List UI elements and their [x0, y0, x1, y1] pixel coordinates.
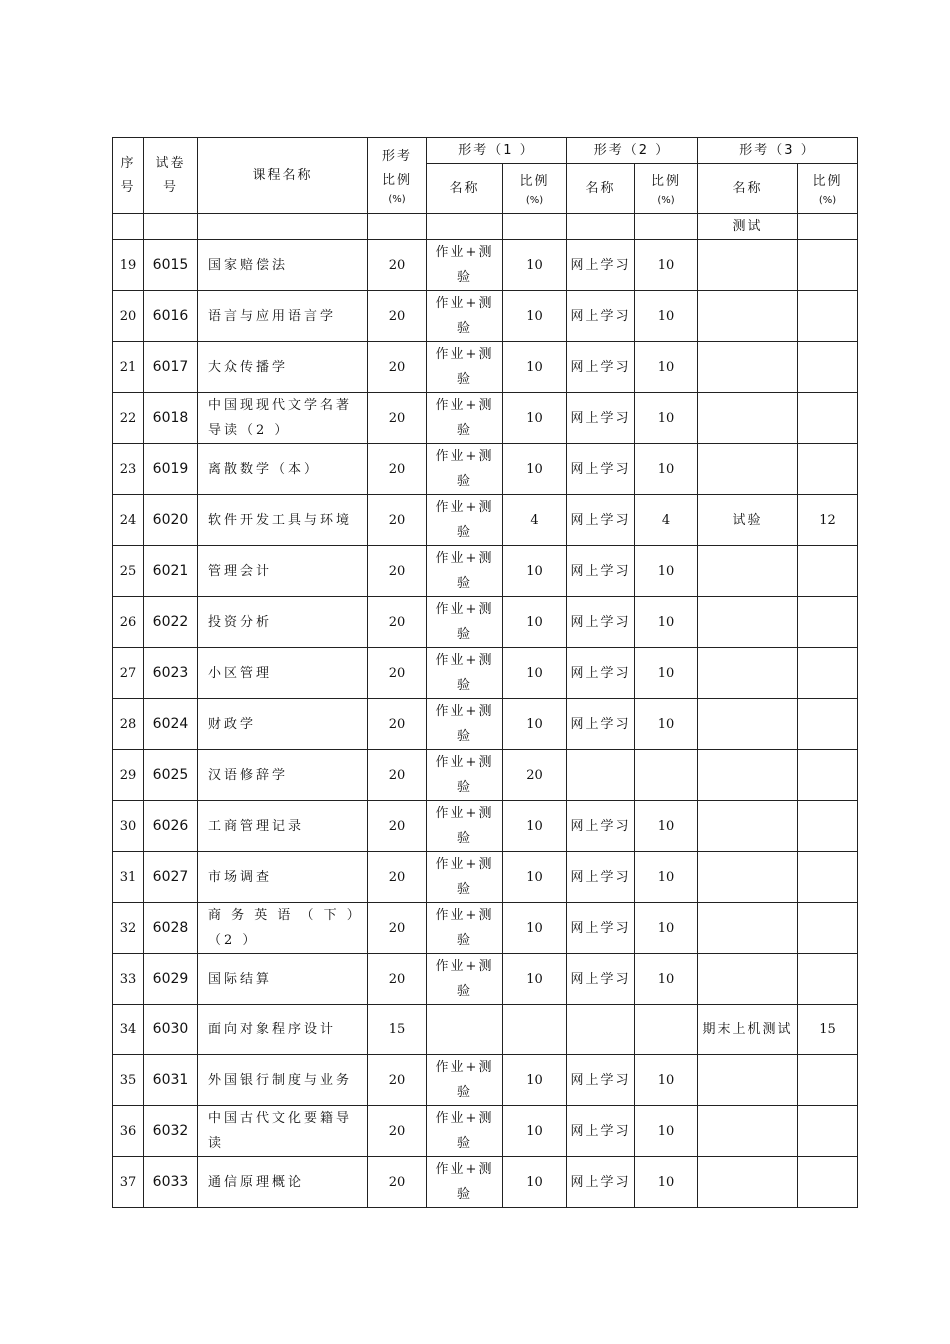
cell-name-2: 网上学习 [567, 393, 635, 444]
cell-ratio-3 [798, 801, 858, 852]
cell-ratio: 20 [368, 852, 427, 903]
table-row [113, 699, 858, 750]
cell-seq: 34 [113, 1005, 144, 1055]
cell-ratio-1: 4 [503, 495, 567, 546]
cell-seq: 32 [113, 903, 144, 954]
table-row [113, 495, 858, 546]
cell-course-name: 投资分析 [198, 597, 368, 648]
cell-paper-no: 6016 [144, 291, 198, 342]
cell-name-1: 作业+测验 [427, 444, 503, 495]
cell-ratio: 20 [368, 444, 427, 495]
cell-ratio-2 [635, 1005, 698, 1055]
cell-seq: 25 [113, 546, 144, 597]
cell-paper-no: 6021 [144, 546, 198, 597]
cell-paper-no: 6032 [144, 1106, 198, 1157]
cell-course-name: 面向对象程序设计 [198, 1005, 368, 1055]
cell-ratio-3: 15 [798, 1005, 858, 1055]
cell-name-2: 网上学习 [567, 342, 635, 393]
cell-course-name: 中国古代文化要籍导读 [198, 1106, 368, 1157]
cell-paper-no: 6022 [144, 597, 198, 648]
cell-ratio-2: 10 [635, 342, 698, 393]
cell-ratio: 20 [368, 546, 427, 597]
cell-seq: 22 [113, 393, 144, 444]
cell-name-1: 作业+测验 [427, 750, 503, 801]
table-row [113, 1005, 858, 1055]
header-ratio-1: 比例 (%) [503, 164, 567, 214]
table-row [113, 342, 858, 393]
table-body [113, 214, 858, 1208]
header-name-2: 名称 [567, 164, 635, 214]
cell-ratio-1: 10 [503, 1106, 567, 1157]
cell-ratio-2: 10 [635, 1055, 698, 1106]
cell-ratio-2 [635, 750, 698, 801]
cell-seq: 30 [113, 801, 144, 852]
cell-ratio-1: 10 [503, 444, 567, 495]
cell-name-2: 网上学习 [567, 699, 635, 750]
cell-ratio: 20 [368, 342, 427, 393]
cell-name-2: 网上学习 [567, 240, 635, 291]
cell-ratio-3 [798, 291, 858, 342]
cell-paper-no: 6026 [144, 801, 198, 852]
cell-name-1: 作业+测验 [427, 1157, 503, 1208]
cell-name-1: 作业+测验 [427, 852, 503, 903]
cell-ratio: 20 [368, 750, 427, 801]
cell-name-1: 作业+测验 [427, 801, 503, 852]
cell-ratio-3 [798, 954, 858, 1005]
cell-name-3 [698, 546, 798, 597]
header-group-1: 形考（1 ） [427, 138, 567, 164]
cell-ratio-3 [798, 750, 858, 801]
table-row [113, 648, 858, 699]
header-paper-no: 试卷 号 [144, 138, 198, 214]
cell-ratio: 20 [368, 291, 427, 342]
cell-ratio-2: 10 [635, 1106, 698, 1157]
table-row [113, 1106, 858, 1157]
cell-ratio-1: 10 [503, 546, 567, 597]
cell-ratio-3 [798, 903, 858, 954]
cell-ratio-2: 10 [635, 852, 698, 903]
cell-name-1 [427, 1005, 503, 1055]
cell-course-name: 软件开发工具与环境 [198, 495, 368, 546]
cell-name-2: 网上学习 [567, 801, 635, 852]
cell-ratio: 20 [368, 699, 427, 750]
cell-name-2: 网上学习 [567, 1106, 635, 1157]
cell-name-3 [698, 597, 798, 648]
header-group-2: 形考（2 ） [567, 138, 698, 164]
cell-name-3 [698, 954, 798, 1005]
cell-name-3 [698, 750, 798, 801]
table-row [113, 954, 858, 1005]
cell-ratio-1: 10 [503, 801, 567, 852]
header-name-1: 名称 [427, 164, 503, 214]
cell-ratio: 20 [368, 597, 427, 648]
cell-name-3 [698, 699, 798, 750]
cell-seq: 26 [113, 597, 144, 648]
cell-name-3 [698, 291, 798, 342]
cell-course-name: 管理会计 [198, 546, 368, 597]
cell-ratio-3 [798, 393, 858, 444]
cell-ratio-3 [798, 852, 858, 903]
cell-name-3 [698, 240, 798, 291]
cell-name-1: 作业+测验 [427, 495, 503, 546]
cell-course-name: 离散数学（本） [198, 444, 368, 495]
cell-ratio-3 [798, 699, 858, 750]
cell-course-name: 汉语修辞学 [198, 750, 368, 801]
cell-ratio-3 [798, 444, 858, 495]
cell-name-2: 网上学习 [567, 648, 635, 699]
cell-ratio: 15 [368, 1005, 427, 1055]
table-row [113, 852, 858, 903]
cell-ratio-2: 10 [635, 597, 698, 648]
cell-ratio: 20 [368, 954, 427, 1005]
cell-ratio-1: 20 [503, 750, 567, 801]
cell-name-1: 作业+测验 [427, 546, 503, 597]
cell-seq: 28 [113, 699, 144, 750]
table-row [113, 393, 858, 444]
cell-seq: 20 [113, 291, 144, 342]
cell-ratio-2: 10 [635, 903, 698, 954]
cell-ratio-2: 10 [635, 393, 698, 444]
cell-name-2 [567, 1005, 635, 1055]
cell-seq: 35 [113, 1055, 144, 1106]
cell-seq: 27 [113, 648, 144, 699]
cell-name-1: 作业+测验 [427, 597, 503, 648]
cell-ratio-3 [798, 1157, 858, 1208]
cell-name-1: 作业+测验 [427, 954, 503, 1005]
cell-name-3 [698, 1055, 798, 1106]
cell-ratio-2: 10 [635, 444, 698, 495]
cell-name-3: 试验 [698, 495, 798, 546]
cell-paper-no: 6031 [144, 1055, 198, 1106]
cell-ratio-1: 10 [503, 393, 567, 444]
cell-paper-no: 6023 [144, 648, 198, 699]
cell-name-3 [698, 852, 798, 903]
cell-name-3 [698, 648, 798, 699]
cell-seq: 29 [113, 750, 144, 801]
header-ratio-2: 比例 (%) [635, 164, 698, 214]
table-row [113, 1055, 858, 1106]
cell-seq: 36 [113, 1106, 144, 1157]
cell-paper-no: 6028 [144, 903, 198, 954]
cell-ratio-1: 10 [503, 240, 567, 291]
cell-ratio-2: 4 [635, 495, 698, 546]
cell-course-name: 工商管理记录 [198, 801, 368, 852]
cell-course-name: 财政学 [198, 699, 368, 750]
cell-name-1: 作业+测验 [427, 1055, 503, 1106]
grade-table [112, 137, 858, 1208]
cell-ratio-3 [798, 1106, 858, 1157]
table-row [113, 750, 858, 801]
cell-ratio-1: 10 [503, 852, 567, 903]
cell-name-1: 作业+测验 [427, 903, 503, 954]
cell-name-2: 网上学习 [567, 954, 635, 1005]
table-row [113, 1157, 858, 1208]
cell-name-3: 测试 [698, 214, 798, 240]
cell-name-3 [698, 444, 798, 495]
cell-seq: 19 [113, 240, 144, 291]
cell-ratio-2: 10 [635, 801, 698, 852]
cell-ratio: 20 [368, 1055, 427, 1106]
cell-ratio: 20 [368, 801, 427, 852]
table-row [113, 444, 858, 495]
cell-name-3 [698, 801, 798, 852]
cell-ratio-3: 12 [798, 495, 858, 546]
cell-name-2: 网上学习 [567, 495, 635, 546]
cell-course-name: 市场调查 [198, 852, 368, 903]
header-group-3: 形考（3 ） [698, 138, 858, 164]
cell-name-3 [698, 342, 798, 393]
cell-name-2: 网上学习 [567, 1055, 635, 1106]
cell-name-2 [567, 750, 635, 801]
cell-seq: 24 [113, 495, 144, 546]
cell-paper-no: 6029 [144, 954, 198, 1005]
table-row [113, 291, 858, 342]
header-course-name: 课程名称 [198, 138, 368, 214]
cell-course-name: 国际结算 [198, 954, 368, 1005]
cell-ratio-3 [798, 1055, 858, 1106]
cell-ratio-1: 10 [503, 597, 567, 648]
cell-ratio: 20 [368, 1157, 427, 1208]
cell-ratio-3 [798, 240, 858, 291]
cell-name-2: 网上学习 [567, 903, 635, 954]
cell-seq: 33 [113, 954, 144, 1005]
cell-course-name: 大众传播学 [198, 342, 368, 393]
cell-ratio-3 [798, 648, 858, 699]
cell-ratio-2: 10 [635, 648, 698, 699]
cell-name-2: 网上学习 [567, 852, 635, 903]
table-row [113, 240, 858, 291]
header-ratio-3: 比例 (%) [798, 164, 858, 214]
header-seq: 序 号 [113, 138, 144, 214]
cell-paper-no: 6033 [144, 1157, 198, 1208]
cell-ratio-1: 10 [503, 1055, 567, 1106]
cell-name-1: 作业+测验 [427, 342, 503, 393]
cell-course-name: 小区管理 [198, 648, 368, 699]
cell-paper-no: 6025 [144, 750, 198, 801]
cell-ratio: 20 [368, 495, 427, 546]
cell-name-3 [698, 393, 798, 444]
cell-ratio-2: 10 [635, 240, 698, 291]
cell-seq: 23 [113, 444, 144, 495]
cell-seq: 31 [113, 852, 144, 903]
cell-ratio-1: 10 [503, 699, 567, 750]
cell-name-1: 作业+测验 [427, 1106, 503, 1157]
cell-paper-no: 6027 [144, 852, 198, 903]
cell-course-name: 中国现现代文学名著导读（2 ） [198, 393, 368, 444]
table-row [113, 597, 858, 648]
cell-name-2: 网上学习 [567, 546, 635, 597]
cell-paper-no: 6017 [144, 342, 198, 393]
cell-name-2: 网上学习 [567, 444, 635, 495]
cell-ratio-1: 10 [503, 954, 567, 1005]
table-row [113, 903, 858, 954]
cell-ratio-1: 10 [503, 291, 567, 342]
cell-name-3 [698, 1157, 798, 1208]
cell-ratio-1 [503, 1005, 567, 1055]
cell-ratio: 20 [368, 1106, 427, 1157]
cell-ratio-1: 10 [503, 342, 567, 393]
cell-course-name: 商 务 英 语 （ 下 ）（2 ） [198, 903, 368, 954]
cell-paper-no: 6020 [144, 495, 198, 546]
cell-seq: 37 [113, 1157, 144, 1208]
cell-ratio: 20 [368, 903, 427, 954]
cell-ratio: 20 [368, 648, 427, 699]
cell-paper-no: 6018 [144, 393, 198, 444]
cell-ratio-1: 10 [503, 648, 567, 699]
cell-name-3 [698, 903, 798, 954]
cell-ratio-1: 10 [503, 903, 567, 954]
cell-ratio-2: 10 [635, 1157, 698, 1208]
header-name-3: 名称 [698, 164, 798, 214]
cell-name-1: 作业+测验 [427, 393, 503, 444]
cell-ratio-1: 10 [503, 1157, 567, 1208]
cell-course-name: 通信原理概论 [198, 1157, 368, 1208]
cell-ratio-2: 10 [635, 699, 698, 750]
cell-ratio-3 [798, 546, 858, 597]
cell-ratio-2: 10 [635, 291, 698, 342]
table-row [113, 546, 858, 597]
continuation-row [113, 214, 858, 240]
cell-ratio: 20 [368, 240, 427, 291]
cell-name-1: 作业+测验 [427, 240, 503, 291]
cell-paper-no: 6019 [144, 444, 198, 495]
cell-paper-no: 6015 [144, 240, 198, 291]
cell-ratio-2: 10 [635, 546, 698, 597]
cell-course-name: 国家赔偿法 [198, 240, 368, 291]
cell-seq: 21 [113, 342, 144, 393]
cell-name-3: 期末上机测试 [698, 1005, 798, 1055]
cell-ratio-3 [798, 597, 858, 648]
cell-paper-no: 6024 [144, 699, 198, 750]
cell-ratio-3 [798, 342, 858, 393]
cell-name-2: 网上学习 [567, 291, 635, 342]
cell-name-1: 作业+测验 [427, 699, 503, 750]
cell-name-1: 作业+测验 [427, 291, 503, 342]
header-ratio: 形考 比例 (%) [368, 138, 427, 214]
cell-ratio-2: 10 [635, 954, 698, 1005]
cell-ratio: 20 [368, 393, 427, 444]
cell-name-1: 作业+测验 [427, 648, 503, 699]
cell-course-name: 外国银行制度与业务 [198, 1055, 368, 1106]
cell-paper-no: 6030 [144, 1005, 198, 1055]
cell-name-3 [698, 1106, 798, 1157]
table-row [113, 801, 858, 852]
cell-name-2: 网上学习 [567, 597, 635, 648]
cell-name-2: 网上学习 [567, 1157, 635, 1208]
cell-course-name: 语言与应用语言学 [198, 291, 368, 342]
